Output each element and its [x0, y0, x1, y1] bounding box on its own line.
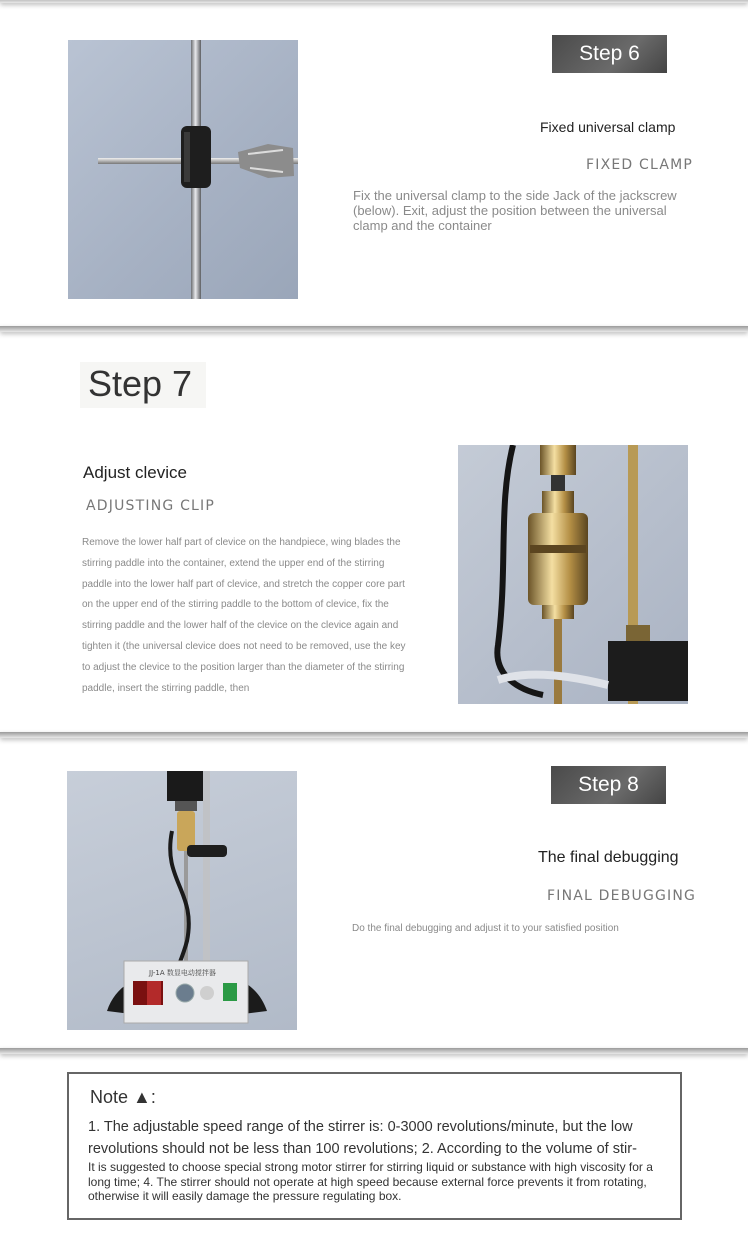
section-divider-3: [0, 1048, 748, 1054]
section-divider-2: [0, 732, 748, 738]
clevice-illustration: [458, 445, 688, 704]
step7-description: Remove the lower half part of clevice on the handpiece, wing blades the stirring paddle into the container, extend the upper end of the stirring paddle into the lower half part of clevice, and stretch the copper core part on the upper end of the stirring paddle to the bottom of clevice, fix the stirring paddle and the lower half of the clevice on the clevice again and tighten it (the universal clevice does not need to be removed, use the key to adjust the clevice to the position larger than the diameter of the stirring paddle, insert the stirring paddle, then: [82, 537, 406, 694]
step6-title: Fixed universal clamp: [540, 119, 676, 135]
step6-description: Fix the universal clamp to the side Jack of the jackscrew (below). Exit, adjust the position between the universal clamp and the container: [353, 188, 677, 233]
step8-description: Do the final debugging and adjust it to your satisfied position: [352, 923, 619, 934]
device-label: JJ-1A 数显电动搅拌器: [149, 969, 216, 977]
clamp-illustration: [68, 40, 298, 299]
step8-subtitle: FINAL DEBUGGING: [547, 888, 697, 904]
stirrer-illustration: [67, 771, 297, 1030]
section-divider-top: [0, 0, 748, 3]
step7-title: Adjust clevice: [83, 463, 187, 482]
note-box: [67, 1072, 682, 1220]
section-divider-1: [0, 326, 748, 332]
step7-photo-clevice: [458, 445, 688, 704]
note-line-2: It is suggested to choose special strong motor stirrer for stirring liquid or substance with high viscosity for a long time; 4. The stirrer should not operate at high speed because external force prevents it from rotating, otherwise it will easily damage the pressure regulating box.: [88, 1160, 653, 1203]
step7-subtitle: ADJUSTING CLIP: [86, 498, 216, 514]
step6-photo-clamp: [68, 40, 298, 299]
step6-badge: Step 6: [552, 35, 667, 73]
note-line-1: 1. The adjustable speed range of the stirrer is: 0-3000 revolutions/minute, but the low revolutions should not be less than 100 revolutions; 2. According to the volume of stir-: [88, 1119, 637, 1157]
note-heading: Note ▲:: [90, 1087, 156, 1107]
step7-heading: Step 7: [80, 362, 206, 408]
step6-subtitle: FIXED CLAMP: [586, 157, 694, 173]
step8-title: The final debugging: [538, 849, 679, 866]
step8-photo-stirrer: [67, 771, 297, 1030]
step8-badge: Step 8: [551, 766, 666, 804]
